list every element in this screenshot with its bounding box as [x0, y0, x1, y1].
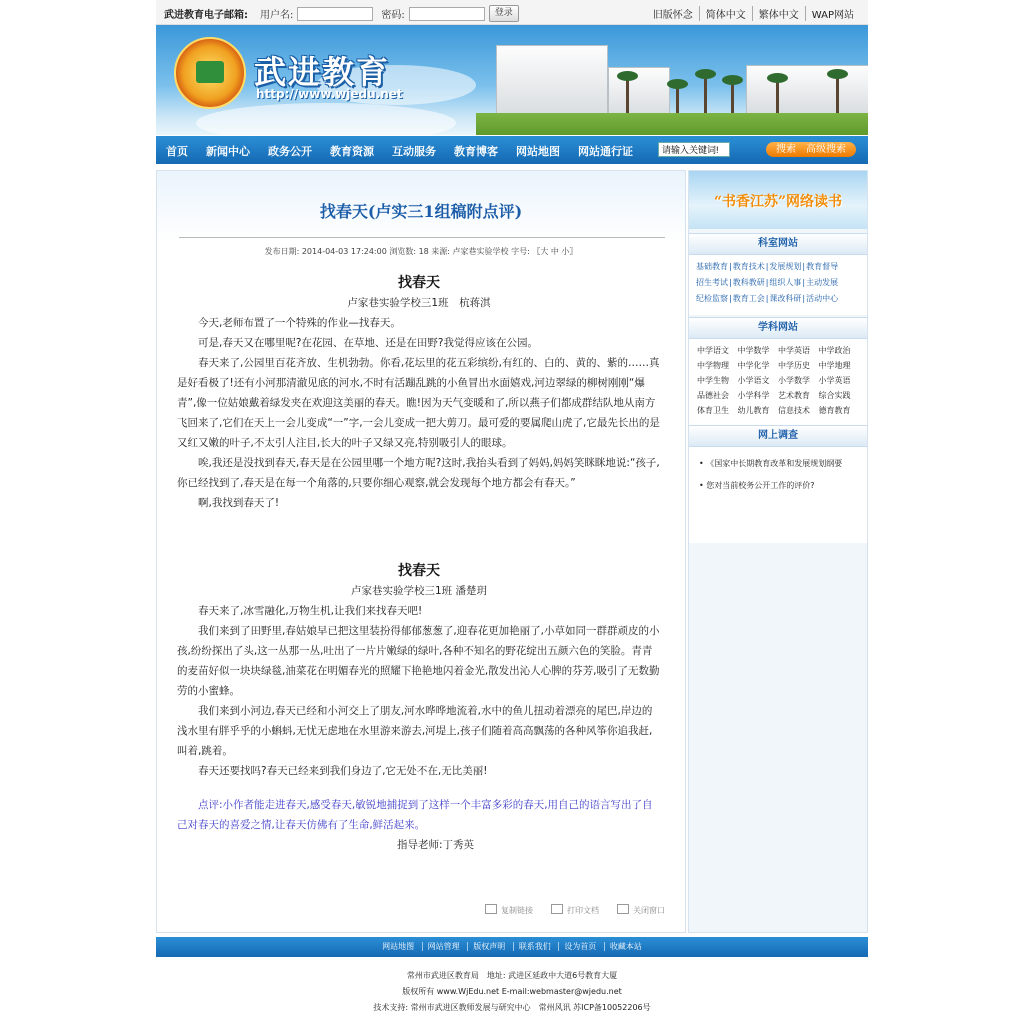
nav-resources[interactable]: 教育资源 — [330, 145, 374, 158]
nav-sitemap[interactable]: 网站地图 — [516, 145, 560, 158]
paragraph: 今天,老师布置了一个特殊的作业—找春天。 — [198, 317, 401, 329]
survey-item[interactable]: • 《国家中长期教育改革和发展规划纲要 — [699, 459, 843, 468]
office-link[interactable]: 教育工会 — [732, 294, 765, 303]
print-label: 打印文档 — [567, 906, 599, 915]
subject-link[interactable]: 小学英语 — [818, 376, 851, 385]
office-link[interactable]: 基础教育 — [696, 262, 728, 271]
nav-passport[interactable]: 网站通行证 — [578, 145, 633, 158]
survey-header: 网上调查 — [689, 425, 867, 447]
office-row: 基础教育|教育技术|发展规划|教育督导 — [696, 262, 839, 271]
spacer — [177, 781, 661, 795]
teacher-name: 指导老师:丁秀英 — [397, 839, 475, 851]
essay-byline: 卢家巷实验学校三1班 杭蒋淇 — [347, 297, 491, 309]
subject-link[interactable]: 综合实践 — [818, 391, 851, 400]
top-bar — [156, 0, 868, 25]
wap-site-link[interactable]: WAP网站 — [805, 6, 860, 21]
office-link[interactable]: 教科教研 — [732, 278, 765, 287]
subject-link[interactable]: 小学语文 — [737, 376, 770, 385]
simplified-chinese-link[interactable]: 简体中文 — [699, 6, 752, 21]
survey-box — [689, 447, 867, 543]
office-link[interactable]: 发展规划 — [769, 262, 802, 271]
copy-icon — [485, 904, 497, 914]
office-link[interactable]: 课改科研 — [769, 294, 802, 303]
essay-heading: 找春天 — [398, 275, 440, 291]
advanced-search-button[interactable]: 高级搜索 — [806, 144, 846, 155]
username-label: 用户名: — [260, 10, 294, 21]
subject-link[interactable]: 中学数学 — [737, 346, 770, 355]
subject-link[interactable]: 中学政治 — [818, 346, 851, 355]
footer-copyright-link[interactable]: 版权声明 — [467, 942, 510, 951]
paragraph: 我们来到小河边,春天已经和小河交上了朋友,河水哗哗地流着,水中的鱼儿扭动着漂亮的尾巴,岸边的浅水里有胖乎乎的小蝌蚪,无忧无虑地在水里游来游去,河堤上,孩子们随着高高飘荡的各种风筝你追我赶,叫着,跳着。 — [177, 705, 653, 757]
nav-government[interactable]: 政务公开 — [268, 145, 312, 158]
article-meta: 发布日期: 2014-04-03 17:24:00 浏览数: 18 来源: 卢家巷实验学校 字号: 〖大 中 小〗 — [264, 247, 578, 256]
article-title: 找春天(卢实三1组稿附点评) — [319, 202, 523, 221]
footer-homepage-link[interactable]: 设为首页 — [558, 942, 601, 951]
nav-home[interactable]: 首页 — [166, 145, 188, 158]
footer-links-bar — [156, 937, 868, 957]
copy-link-label: 复制链接 — [501, 906, 533, 915]
footer-info — [156, 968, 868, 1016]
subject-link[interactable]: 中学语文 — [697, 346, 729, 355]
survey-item-label: 《国家中长期教育改革和发展规划纲要 — [706, 459, 843, 468]
reading-promo-banner[interactable] — [689, 171, 867, 229]
footer-bookmark-link[interactable]: 收藏本站 — [604, 942, 647, 951]
subject-link[interactable]: 品德社会 — [697, 391, 729, 400]
essay-one — [177, 273, 661, 513]
office-link[interactable]: 教育技术 — [732, 262, 765, 271]
paragraph: 春天还要找吗?春天已经来到我们身边了,它无处不在,无比美丽! — [198, 765, 488, 777]
footer-sitemap-link[interactable]: 网站地图 — [382, 942, 415, 951]
nav-news[interactable]: 新闻中心 — [206, 145, 250, 158]
office-sites-header: 科室网站 — [689, 233, 867, 255]
close-window-button[interactable] — [617, 904, 665, 916]
office-link[interactable]: 招生考试 — [696, 278, 728, 287]
paragraph: 可是,春天又在哪里呢?在花园、在草地、还是在田野?我觉得应该在公园。 — [198, 337, 538, 349]
footer-support: 技术支持: 常州市武进区教师发展与研究中心 常州风讯 苏ICP备10052206号 — [373, 1003, 651, 1012]
article-tools — [485, 904, 665, 916]
subject-link[interactable]: 中学历史 — [778, 361, 810, 370]
article-panel — [156, 170, 686, 933]
essay-heading: 找春天 — [398, 563, 440, 579]
subject-link[interactable]: 小学科学 — [737, 391, 770, 400]
search-button[interactable]: 搜索 — [776, 144, 796, 155]
office-row: 纪检监察|教育工会|课改科研|活动中心 — [696, 294, 839, 303]
search-button-group — [766, 142, 856, 157]
office-link[interactable]: 活动中心 — [806, 294, 839, 303]
footer-contact-link[interactable]: 联系我们 — [513, 942, 556, 951]
subject-link[interactable]: 中学物理 — [697, 361, 729, 370]
password-label: 密码: — [381, 10, 405, 21]
teacher-comment: 点评:小作者能走进春天,感受春天,敏锐地捕捉到了这样一个丰富多彩的春天,用自己的语言写出了自己对春天的喜爱之情,让春天仿佛有了生命,鲜活起来。 — [177, 799, 653, 831]
subject-sites-header: 学科网站 — [689, 317, 867, 339]
subject-link[interactable]: 小学数学 — [778, 376, 810, 385]
subject-link[interactable]: 德育教育 — [818, 406, 851, 415]
print-button[interactable] — [551, 904, 599, 916]
sidebar — [688, 170, 868, 933]
nav-interactive[interactable]: 互动服务 — [392, 145, 436, 158]
office-link[interactable]: 教育督导 — [806, 262, 839, 271]
paragraph: 春天来了,冰雪融化,万物生机,让我们来找春天吧! — [198, 605, 423, 617]
close-window-label: 关闭窗口 — [633, 906, 665, 915]
subject-link[interactable]: 体育卫生 — [697, 406, 729, 415]
survey-item[interactable]: • 您对当前校务公开工作的评价? — [699, 481, 815, 490]
subject-link[interactable]: 幼儿教育 — [737, 406, 770, 415]
search-input[interactable] — [658, 142, 730, 157]
office-sites-box — [689, 255, 867, 315]
subject-sites-box — [689, 339, 867, 425]
office-row: 招生考试|教科教研|组织人事|主动发展 — [696, 278, 839, 287]
subject-link[interactable]: 中学化学 — [737, 361, 770, 370]
site-banner — [156, 25, 868, 135]
footer-admin-link[interactable]: 网站管理 — [422, 942, 465, 951]
email-label: 武进教育电子邮箱: — [164, 10, 248, 21]
subject-link[interactable]: 艺术教育 — [778, 391, 810, 400]
username-input[interactable] — [297, 7, 373, 21]
old-version-link[interactable]: 旧版怀念 — [652, 10, 693, 21]
essay-two — [177, 561, 661, 855]
title-divider — [179, 237, 665, 238]
subject-link[interactable]: 中学英语 — [778, 346, 810, 355]
site-title: 武进教育 — [254, 53, 391, 91]
password-input[interactable] — [409, 7, 485, 21]
paragraph: 我们来到了田野里,春姑娘早已把这里装扮得郁郁葱葱了,迎春花更加艳丽了,小草如同一群群顽皮的小孩,纷纷探出了头,这一丛那一丛,吐出了一片片嫩绿的绿叶,各种不知名的野花绽出五颜六色的笑脸。青青的麦苗好似一块块绿毯,油菜花在明媚春光的照耀下艳艳地闪着金光,散发出沁人心脾的芬芳,吸引了无数勤劳的小蜜蜂。 — [177, 625, 660, 697]
login-button[interactable]: 登录 — [489, 5, 519, 22]
office-link[interactable]: 纪检监察 — [696, 294, 728, 303]
education-bureau-logo[interactable] — [174, 37, 246, 109]
main-nav — [156, 136, 868, 164]
paragraph: 啊,我找到春天了! — [198, 497, 280, 509]
promo-text: “书香江苏”网络读书 — [713, 194, 843, 210]
subject-link[interactable]: 信息技术 — [778, 406, 810, 415]
office-link[interactable]: 组织人事 — [769, 278, 802, 287]
subject-link[interactable]: 中学地理 — [818, 361, 851, 370]
subject-link[interactable]: 中学生物 — [697, 376, 729, 385]
traditional-chinese-link[interactable]: 繁体中文 — [752, 6, 805, 21]
survey-item-label: 您对当前校务公开工作的评价? — [706, 481, 815, 490]
close-window-icon — [617, 904, 629, 914]
subject-grid — [689, 339, 867, 422]
footer-address: 常州市武进区教育局 地址: 武进区延政中大道6号教育大厦 — [406, 971, 618, 980]
copy-link-button[interactable] — [485, 904, 533, 916]
footer-copyright: 版权所有 www.WjEdu.net E-mail:webmaster@wjedu.net — [402, 987, 622, 996]
paragraph: 唉,我还是没找到春天,春天是在公园里哪一个地方呢?这时,我抬头看到了妈妈,妈妈笑眯眯地说:“孩子,你已经找到了,春天是在每一个角落的,只要你细心观察,就会发现每个地方都会有春天。” — [177, 457, 660, 489]
essay-byline: 卢家巷实验学校三1班 潘楚玥 — [350, 585, 488, 597]
printer-icon — [551, 904, 563, 914]
paragraph: 春天来了,公园里百花齐放、生机勃勃。你看,花坛里的花五彩缤纷,有红的、白的、黄的、紫的……真是好看极了!还有小河那清澈见底的河水,不时有活蹦乱跳的小鱼冒出水面嬉戏,河边翠绿的柳树刚刚“爆青”,像一位姑娘戴着绿发夹在欢迎这美丽的春天。瞧!因为天气变暖和了,所以燕子们都成群结队地从南方飞回来了,它们在天上一会儿变成“一”字,一会儿变成一把大剪刀。最可爱的要属爬山虎了,它最先长出的是又红又嫩的叶子,不太引人注目,长大的叶子又绿又亮,特别吸引人的眼球。 — [177, 357, 660, 449]
office-link[interactable]: 主动发展 — [806, 278, 839, 287]
site-url: http://www.wjedu.net — [256, 87, 403, 101]
nav-blog[interactable]: 教育博客 — [454, 145, 498, 158]
